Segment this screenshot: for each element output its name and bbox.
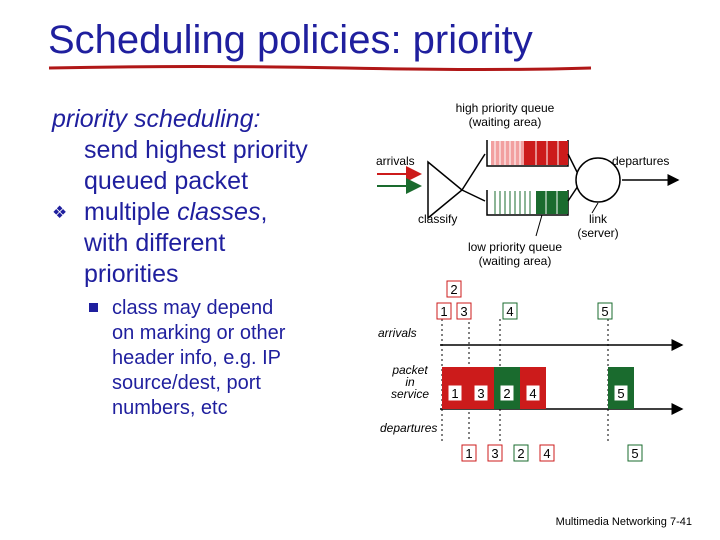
service-packet-number: 3	[477, 386, 485, 401]
service-packet-number: 4	[529, 386, 537, 401]
departure-packet-number: 2	[517, 446, 525, 461]
classify-label: classify	[418, 212, 458, 226]
high-queue-box	[487, 140, 568, 166]
sub-line3: header info, e.g. IP	[112, 347, 282, 369]
square-bullet-icon	[89, 303, 98, 312]
arrival-packet-number: 1	[440, 304, 448, 319]
arrivals-arrows	[377, 174, 420, 186]
bullet-text-classes: classes	[177, 198, 261, 226]
packet-in-service-label	[382, 364, 438, 400]
departure-markers	[462, 445, 642, 461]
service-label-line3: service	[390, 387, 429, 401]
priority-desc-line2: queued packet	[84, 167, 249, 195]
departure-packet-number: 4	[543, 446, 551, 461]
service-packet-number: 5	[617, 386, 625, 401]
bullet-multiple-classes	[52, 197, 352, 228]
high-queue-label	[420, 101, 590, 129]
low-queue-box	[487, 190, 568, 215]
priority-desc-line1: send highest priority	[84, 136, 308, 164]
link-label-line2: (server)	[577, 226, 619, 240]
link-label-line1: link	[588, 212, 607, 226]
bullet-text-a: multiple	[84, 198, 178, 226]
bullet-line3: priorities	[84, 260, 179, 288]
service-markers	[448, 385, 628, 401]
arrival-packet-number: 5	[601, 304, 609, 319]
sub-bullet	[52, 296, 352, 421]
low-queue-pointer-line	[536, 215, 542, 236]
bullet-list	[52, 104, 352, 421]
low-queue-label-line2: (waiting area)	[478, 254, 552, 268]
low-queue-label-line1: low priority queue	[467, 240, 563, 254]
service-label-line1: packet	[392, 363, 428, 377]
service-label-line2: in	[405, 375, 415, 389]
departure-packet-number: 5	[631, 446, 639, 461]
departures-label: departures	[612, 154, 670, 168]
arrival-packet-number: 2	[450, 282, 458, 297]
sub-line5: numbers, etc	[112, 397, 228, 419]
slide-title: Scheduling policies: priority	[48, 18, 533, 62]
high-queue-label-line1: high priority queue	[455, 101, 555, 115]
title-underline	[46, 62, 596, 76]
service-packet-number: 1	[451, 386, 459, 401]
sub-line2: on marking or other	[112, 322, 286, 344]
link-label	[570, 212, 626, 240]
sub-line4: source/dest, port	[112, 372, 261, 394]
bullet-text-comma: ,	[260, 198, 268, 226]
high-queue-label-line2: (waiting area)	[468, 115, 542, 129]
departure-packet-number: 3	[491, 446, 499, 461]
sub-line1: class may depend	[112, 297, 274, 319]
departure-packet-number: 1	[465, 446, 473, 461]
bullet-line2: with different	[84, 229, 226, 257]
diamond-bullet-icon: ❖	[52, 203, 68, 222]
footer-text: Multimedia Networking 7-41	[555, 516, 692, 528]
arrival-packet-number: 4	[506, 304, 514, 319]
arrivals-label: arrivals	[376, 154, 415, 168]
classifier-triangle	[428, 162, 462, 218]
arrival-markers	[437, 281, 612, 319]
low-queue-label	[450, 240, 580, 268]
timeline-departures-label: departures	[380, 421, 438, 435]
timeline-arrivals-label: arrivals	[378, 326, 417, 340]
priority-heading: priority scheduling:	[52, 105, 261, 133]
arrival-packet-number: 3	[460, 304, 468, 319]
service-packet-number: 2	[503, 386, 511, 401]
